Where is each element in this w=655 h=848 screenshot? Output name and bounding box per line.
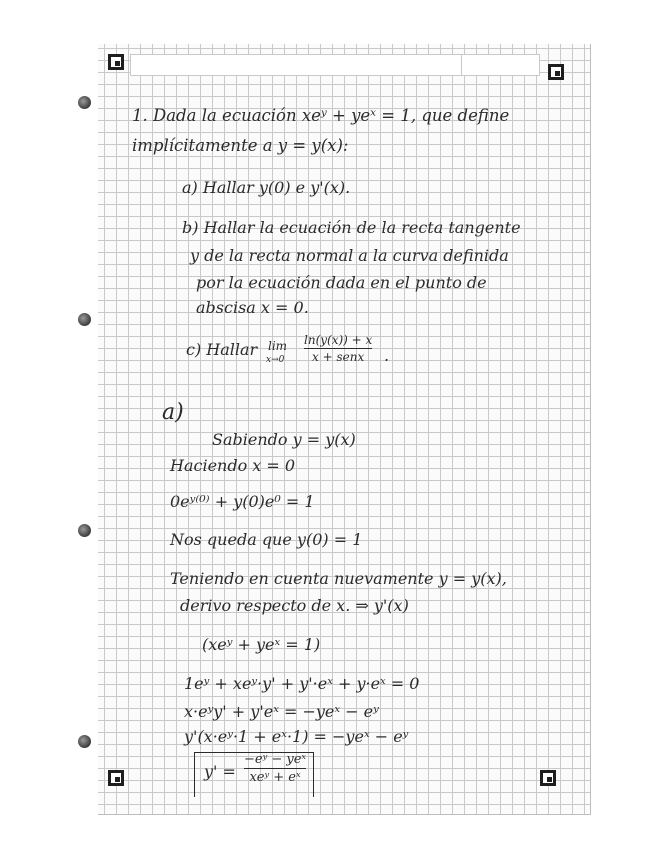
solution-line-8: 1eʸ + xeʸ·y' + y'·eˣ + y·eˣ = 0 — [184, 674, 420, 693]
problem-part-b-line4: abscisa x = 0. — [196, 298, 309, 317]
solution-part-label: a) — [162, 400, 184, 425]
punch-hole-icon — [78, 96, 91, 109]
limit-operator: lim — [268, 339, 288, 353]
problem-part-a: a) Hallar y(0) e y'(x). — [182, 178, 351, 197]
solution-line-1: Sabiendo y = y(x) — [212, 430, 356, 449]
corner-marker-icon — [540, 770, 556, 786]
solution-line-3: 0eʸ⁽⁰⁾ + y(0)e⁰ = 1 — [170, 492, 315, 511]
punch-hole-icon — [78, 735, 91, 748]
limit-subscript: x→0 — [266, 355, 285, 365]
problem-part-b-line3: por la ecuación dada en el punto de — [196, 273, 487, 292]
solution-line-4: Nos queda que y(0) = 1 — [170, 530, 363, 549]
fraction-bar — [304, 348, 372, 349]
solution-line-10: y'(x·eʸ·1 + eˣ·1) = −yeˣ − eʸ — [184, 727, 409, 746]
answer-denominator: xeʸ + eˣ — [249, 770, 301, 785]
limit-denominator: x + senx — [312, 350, 365, 364]
solution-line-5: Teniendo en cuenta nuevamente y = y(x), — [170, 569, 507, 588]
corner-marker-icon — [108, 54, 124, 70]
punch-hole-icon — [78, 524, 91, 537]
punch-hole-icon — [78, 313, 91, 326]
header-box — [130, 54, 540, 76]
corner-marker-icon — [108, 770, 124, 786]
solution-line-7: (xeʸ + yeˣ = 1) — [202, 635, 321, 654]
answer-numerator: −eʸ − yeˣ — [244, 752, 307, 767]
fraction-bar — [244, 768, 306, 769]
solution-line-9: x·eʸy' + y'eˣ = −yeˣ − eʸ — [184, 702, 379, 721]
problem-line-1: 1. Dada la ecuación xeʸ + yeˣ = 1, que define — [132, 106, 510, 125]
limit-numerator: ln(y(x)) + x — [304, 333, 373, 347]
problem-part-c-label: c) Hallar — [186, 340, 258, 359]
problem-line-2: implícitamente a y = y(x): — [132, 136, 349, 155]
solution-line-2: Haciendo x = 0 — [170, 456, 296, 475]
solution-line-6: derivo respecto de x. ⇒ y'(x) — [180, 596, 409, 615]
problem-part-b-line1: b) Hallar la ecuación de la recta tangente — [182, 218, 521, 237]
problem-part-b-line2: y de la recta normal a la curva definida — [190, 246, 509, 265]
corner-marker-icon — [548, 64, 564, 80]
answer-lhs: y' = — [204, 762, 236, 781]
limit-fraction — [304, 333, 372, 364]
answer-fraction — [244, 752, 306, 785]
problem-part-c-end: . — [384, 346, 390, 365]
